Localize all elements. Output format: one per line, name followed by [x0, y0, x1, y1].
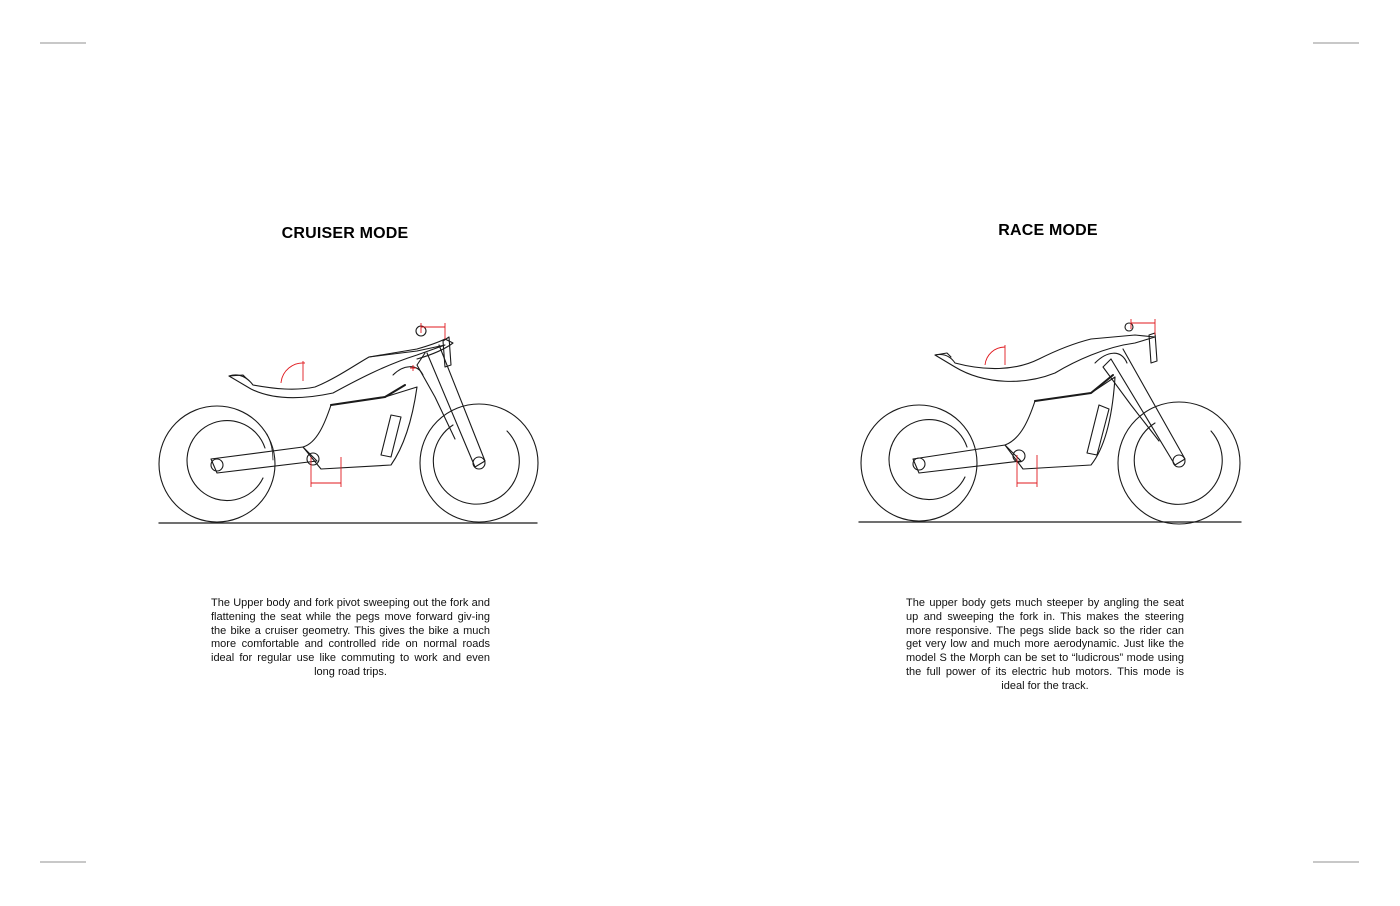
swingarm [913, 445, 1021, 473]
lower-body [1005, 377, 1115, 469]
fork [1111, 349, 1185, 465]
crop-mark-bottom-right [1313, 861, 1359, 863]
fork-inner [1103, 359, 1159, 441]
seat-tail [935, 335, 1155, 381]
side-vent [1087, 405, 1109, 455]
headlight [443, 337, 451, 367]
seat-angle-arc [281, 363, 305, 383]
race-bike-drawing [855, 305, 1255, 535]
mirror-knob [1125, 323, 1133, 331]
crop-mark-top-left [40, 42, 86, 44]
seat-angle-arc [985, 347, 1005, 365]
rear-wheel [861, 405, 977, 521]
race-description: The upper body gets much steeper by angling the seat up and sweeping the fork in. This makes the steering more responsive. The pegs slide back so the rider can get very low and much more aerodynamic. Just like the model S the Morph can be set to “ludicrous” mode using the full power of its electric hub motors. This mode is ideal for the track. [906, 597, 1184, 692]
pivot-mark [410, 365, 416, 371]
battery-strip [1035, 375, 1113, 401]
front-axle [473, 457, 485, 469]
race-title: RACE MODE [998, 222, 1098, 239]
lower-body [303, 387, 417, 469]
cruiser-bike-svg [155, 305, 555, 535]
seat-tail [229, 345, 445, 398]
rear-axle [211, 459, 223, 471]
cruiser-description: The Upper body and fork pivot sweeping out the fork and flattening the seat while the pegs move forward giv-ing the bike a cruiser geometry. This gives the bike a much more comfortable and controlled ride on normal roads ideal for regular use like commuting to work and even long road trips. [211, 597, 490, 678]
fork [427, 345, 485, 467]
rear-wheel-rim [187, 421, 265, 501]
cruiser-title: CRUISER MODE [281, 225, 409, 242]
swingarm [211, 447, 317, 473]
front-wheel-rim [433, 425, 519, 504]
rear-wheel [159, 406, 275, 522]
race-bike-svg [855, 305, 1255, 535]
crop-mark-bottom-left [40, 861, 86, 863]
side-vent [381, 415, 401, 457]
rear-wheel-rim [889, 420, 967, 500]
tank-curve [1095, 353, 1127, 363]
crop-mark-top-right [1313, 42, 1359, 44]
front-axle [1173, 455, 1185, 467]
cruiser-bike-drawing [155, 305, 555, 535]
foot-peg [1013, 450, 1025, 462]
